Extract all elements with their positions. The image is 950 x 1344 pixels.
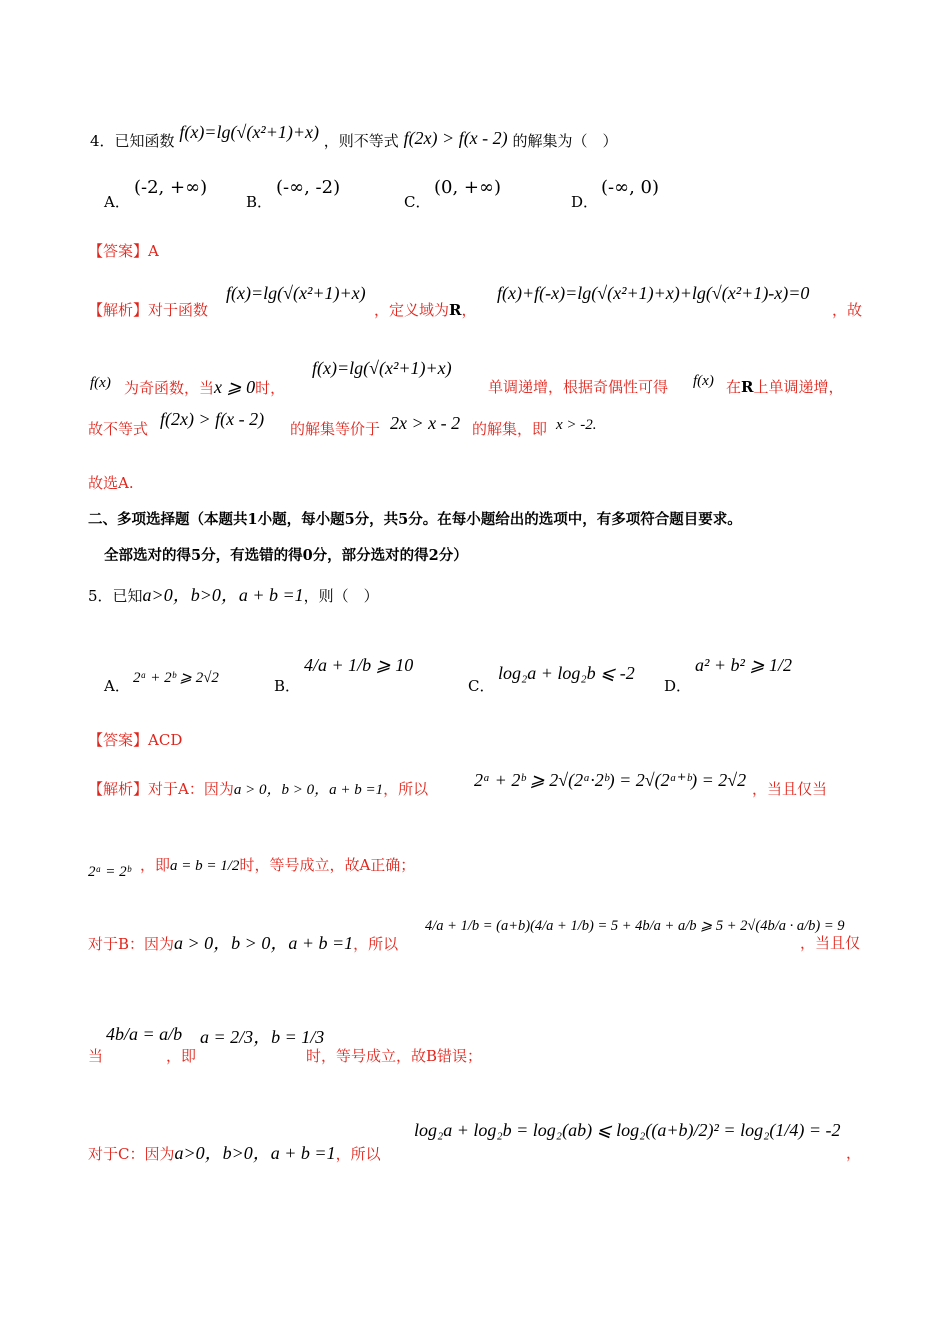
option-label: B． xyxy=(274,677,301,695)
q4-analysis-line3 xyxy=(88,419,148,439)
q5-option-a xyxy=(104,676,130,696)
q5-analysis-b-eq3: a = 2/3，b = 1/3 xyxy=(200,1027,325,1047)
q5-analysis-b-eq: 4/a + 1/b = (a+b)(4/a + 1/b) = 5 + 4b/a + a/b ⩾ 5 + 2√(4b/a · a/b) = 9 xyxy=(425,918,845,934)
q5-analysis-c-end: ， xyxy=(846,1144,862,1162)
analysis-text: ，定义域为 xyxy=(374,301,450,319)
option-label: D． xyxy=(571,193,599,211)
period: . xyxy=(592,417,597,433)
answer-tag: 【答案】 xyxy=(88,242,149,260)
q4-function: f(x)=lg(√(x²+1)+x) xyxy=(179,122,319,142)
q4-analysis-eq1: f(x)=lg(√(x²+1)+x) xyxy=(226,283,366,303)
q4-answer xyxy=(88,241,159,261)
q4-analysis-ineq: f(2x) > f(x - 2) xyxy=(160,409,265,429)
analysis-math: a > 0，b > 0，a + b =1 xyxy=(174,933,354,953)
comma: ， xyxy=(461,301,477,319)
q5-analysis-a-line2 xyxy=(140,855,415,876)
analysis-text: 对于A：因为 xyxy=(148,780,234,798)
analysis-text: 当 xyxy=(88,1047,104,1065)
section2-heading: 二、多项选择题（本题共1小题，每小题5分，共5分。在每小题给出的选项中，有多项符合题目要求。 xyxy=(88,511,742,528)
q5-option-d xyxy=(664,676,691,696)
option-label: C． xyxy=(468,677,495,695)
q4-option-a xyxy=(104,192,130,212)
q5-suffix: ，则（ ） xyxy=(303,587,379,605)
analysis-text: 时，等号成立，故A正确； xyxy=(239,856,416,874)
q5-analysis-a-eq: 2ᵃ + 2ᵇ ⩾ 2√(2ᵃ·2ᵇ) = 2√(2ᵃ⁺ᵇ) = 2√2 xyxy=(474,770,747,790)
q4-inequality: f(2x) > f(x - 2) xyxy=(403,128,508,148)
q5-option-c-value: log₂a + log₂b ⩽ -2 xyxy=(498,663,635,683)
q4-analysis-line1 xyxy=(88,300,208,320)
q4-analysis-result xyxy=(556,415,597,435)
q4-analysis-line2-b xyxy=(488,377,668,397)
analysis-math: a = b = 1/2 xyxy=(170,858,240,874)
q5-analysis-a-eq2: 2ᵃ = 2ᵇ xyxy=(88,864,131,880)
q5-analysis-a-cond: ，当且仅当 xyxy=(752,780,828,798)
analysis-text: ，所以 xyxy=(383,780,429,798)
q5-option-a-value: 2ᵃ + 2ᵇ ⩾ 2√2 xyxy=(133,670,219,686)
q4-analysis-fx2: f(x) xyxy=(693,373,714,389)
q5-analysis-b-line2-c: 时，等号成立，故B错误； xyxy=(306,1047,483,1065)
q5-analysis-b-line2 xyxy=(88,1046,103,1066)
option-label: A． xyxy=(104,193,130,211)
real-set-symbol: R xyxy=(741,378,754,396)
analysis-text: ，即 xyxy=(166,1047,197,1065)
q4-analysis-line2-c xyxy=(726,377,844,397)
q4-option-b xyxy=(246,192,272,212)
q5-prefix: 5．已知 xyxy=(88,587,143,605)
answer-tag: 【答案】 xyxy=(88,731,149,749)
option-label: D． xyxy=(664,677,692,695)
q4-option-b-value: (-∞, -2) xyxy=(276,177,341,198)
real-set-symbol: R xyxy=(449,301,462,319)
q4-analysis-ineq2: 2x > x - 2 xyxy=(390,413,461,433)
q4-mid-text: ，则不等式 xyxy=(323,132,399,150)
analysis-text: 的解集，即 xyxy=(472,420,548,438)
analysis-math: a > 0，b > 0，a + b =1 xyxy=(233,782,384,798)
analysis-text: 对于C：因为 xyxy=(88,1145,175,1163)
q4-analysis-eq2: f(x)+f(-x)=lg(√(x²+1)+x)+lg(√(x²+1)-x)=0 xyxy=(497,283,810,303)
q4-analysis-eq3: f(x)=lg(√(x²+1)+x) xyxy=(312,358,452,378)
analysis-text: ，所以 xyxy=(353,935,399,953)
analysis-text: ，所以 xyxy=(335,1145,381,1163)
q5-analysis-c-eq: log₂a + log₂b = log₂(ab) ⩽ log₂((a+b)/2)² = log₂(1/4) = -2 xyxy=(414,1120,841,1140)
q4-analysis-end: ，故 xyxy=(832,301,863,319)
option-label: A． xyxy=(104,677,130,695)
q4-prefix: 4．已知函数 xyxy=(90,132,175,150)
analysis-tag: 【解析】 xyxy=(88,301,149,319)
q4-conclusion: 故选A. xyxy=(88,474,134,492)
section2-subheading: 全部选对的得5分，有选错的得0分，部分选对的得2分） xyxy=(104,547,468,564)
analysis-tag: 【解析】 xyxy=(88,780,149,798)
q4-option-d xyxy=(571,192,598,212)
analysis-text: 对于B：因为 xyxy=(88,935,175,953)
q4-analysis-line2 xyxy=(90,372,111,393)
analysis-text: 单调递增，根据奇偶性可得 xyxy=(488,378,669,396)
q5-option-b xyxy=(274,676,300,696)
q5-analysis-b-line2-b xyxy=(166,1046,196,1066)
analysis-text: 故不等式 xyxy=(88,420,149,438)
q4-option-c-value: (0, +∞) xyxy=(434,177,502,198)
analysis-text: 上单调递增， xyxy=(753,378,844,396)
q4-stem xyxy=(90,122,618,151)
q5-option-c xyxy=(468,676,494,696)
analysis-text: 时， xyxy=(255,379,286,397)
analysis-math: x ⩾ 0 xyxy=(214,377,256,397)
answer-value: A xyxy=(148,242,159,260)
analysis-text: 在 xyxy=(726,378,742,396)
q4-suffix: 的解集为（ ） xyxy=(512,132,618,150)
analysis-math: x > -2 xyxy=(556,417,593,433)
q4-option-c xyxy=(404,192,430,212)
option-label: B． xyxy=(246,193,273,211)
analysis-math: f(x) xyxy=(90,375,111,391)
q4-option-a-value: (-2, +∞) xyxy=(134,177,208,198)
q4-option-d-value: (-∞, 0) xyxy=(601,177,660,198)
q5-stem xyxy=(88,585,379,606)
analysis-text: ，即 xyxy=(140,856,171,874)
q5-condition: a>0，b>0，a + b =1 xyxy=(142,585,304,605)
answer-value: ACD xyxy=(148,731,183,749)
q4-analysis-line2-text xyxy=(124,377,285,398)
analysis-text: 为奇函数，当 xyxy=(124,379,215,397)
q5-analysis-c-line1 xyxy=(88,1143,381,1164)
analysis-math: a>0，b>0，a + b =1 xyxy=(174,1143,336,1163)
analysis-text: 的解集等价于 xyxy=(290,420,381,438)
q5-analysis-b-line1 xyxy=(88,933,398,954)
option-label: C． xyxy=(404,193,431,211)
q5-option-b-value: 4/a + 1/b ⩾ 10 xyxy=(304,655,414,675)
q4-analysis-line3-c xyxy=(472,419,547,439)
analysis-text: 对于函数 xyxy=(148,301,209,319)
q5-analysis-b-cond: ，当且仅 xyxy=(800,934,861,952)
q5-answer xyxy=(88,730,182,750)
q4-analysis-domain xyxy=(374,300,477,320)
q4-analysis-line3-b xyxy=(290,419,380,439)
q5-analysis-b-eq2: 4b/a = a/b xyxy=(106,1024,183,1044)
q5-option-d-value: a² + b² ⩾ 1/2 xyxy=(695,655,793,675)
q5-analysis-a-line1 xyxy=(88,779,428,800)
